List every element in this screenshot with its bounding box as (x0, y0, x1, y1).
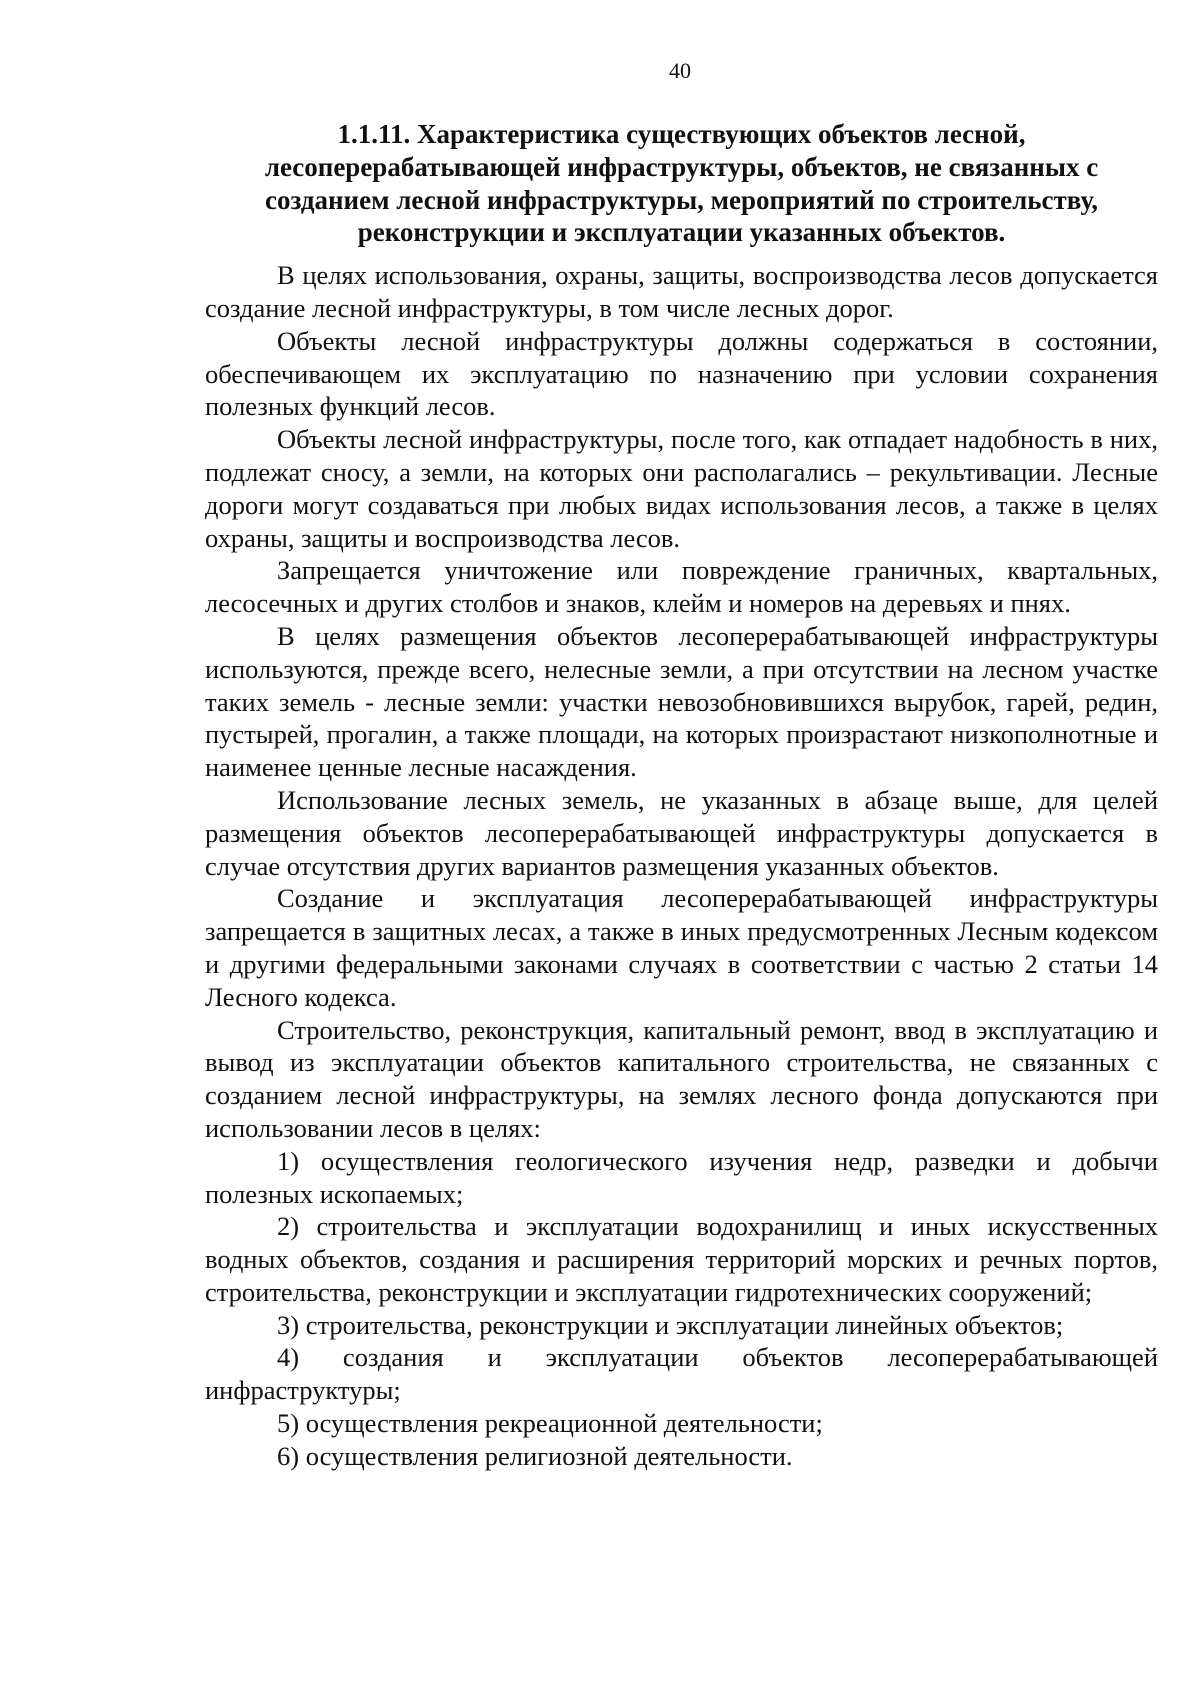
page-number: 40 (669, 58, 691, 83)
section-heading: 1.1.11. Характеристика существующих объектов лесной, лесоперерабатывающей инфраструктуры, объектов, не связанных с созданием лесной инфраструктуры, мероприятий по строительству, реконструкции и эксплуатации указанных объектов. (264, 119, 1099, 248)
list-item: 3) строительства, реконструкции и эксплуатации линейных объектов; (277, 1309, 1064, 1340)
paragraph: Объекты лесной инфраструктуры должны содержаться в состоянии, обеспечивающем их эксплуатацию по назначению при условии сохранения полезных функций лесов. (205, 325, 1158, 422)
list-item: 1) осуществления геологического изучения недр, разведки и добычи полезных ископаемых; (205, 1145, 1158, 1209)
list-item: 2) строительства и эксплуатации водохранилищ и иных искусственных водных объектов, создания и расширения территорий морских и речных портов, строительства, реконструкции и эксплуатации гидротехнических сооружений; (205, 1211, 1158, 1307)
list-item: 4) создания и эксплуатации объектов лесоперерабатывающей инфраструктуры; (205, 1342, 1158, 1406)
list-item: 5) осуществления рекреационной деятельности; (277, 1408, 823, 1439)
paragraph: Запрещается уничтожение или повреждение граничных, квартальных, лесосечных и других столбов и знаков, клейм и номеров на деревьях и пнях. (205, 555, 1158, 619)
paragraph: В целях использования, охраны, защиты, воспроизводства лесов допускается создание лесной инфраструктуры, в том числе лесных дорог. (205, 260, 1158, 323)
paragraph: Использование лесных земель, не указанных в абзаце выше, для целей размещения объектов лесоперерабатывающей инфраструктуры допускается в случае отсутствия других вариантов размещения указанных объектов. (205, 784, 1158, 881)
paragraph: Создание и эксплуатация лесоперерабатывающей инфраструктуры запрещается в защитных лесах, а также в иных предусмотренных Лесным кодексом и другими федеральными законами случаях в соответствии с частью 2 статьи 14 Лесного кодекса. (205, 883, 1158, 1012)
document-body (205, 118, 1158, 1473)
paragraph: В целях размещения объектов лесоперерабатывающей инфраструктуры используются, прежде всего, нелесные земли, а при отсутствии на лесном участке таких земель - лесные земли: участки невозобновившихся вырубок, гарей, редин, пустырей, прогалин, а также площади, на которых произрастают низкополнотные и наименее ценные лесные насаждения. (205, 620, 1158, 783)
list-item: 6) осуществления религиозной деятельности. (277, 1440, 793, 1471)
paragraph: Строительство, реконструкция, капитальный ремонт, ввод в эксплуатацию и вывод из эксплуатации объектов капитального строительства, не связанных с созданием лесной инфраструктуры, на землях лесного фонда допускаются при использовании лесов в целях: (205, 1014, 1158, 1143)
paragraph: Объекты лесной инфраструктуры, после того, как отпадает надобность в них, подлежат сносу, а земли, на которых они располагались – рекультивации. Лесные дороги могут создаваться при любых видах использования лесов, а также в целях охраны, защиты и воспроизводства лесов. (205, 424, 1158, 553)
